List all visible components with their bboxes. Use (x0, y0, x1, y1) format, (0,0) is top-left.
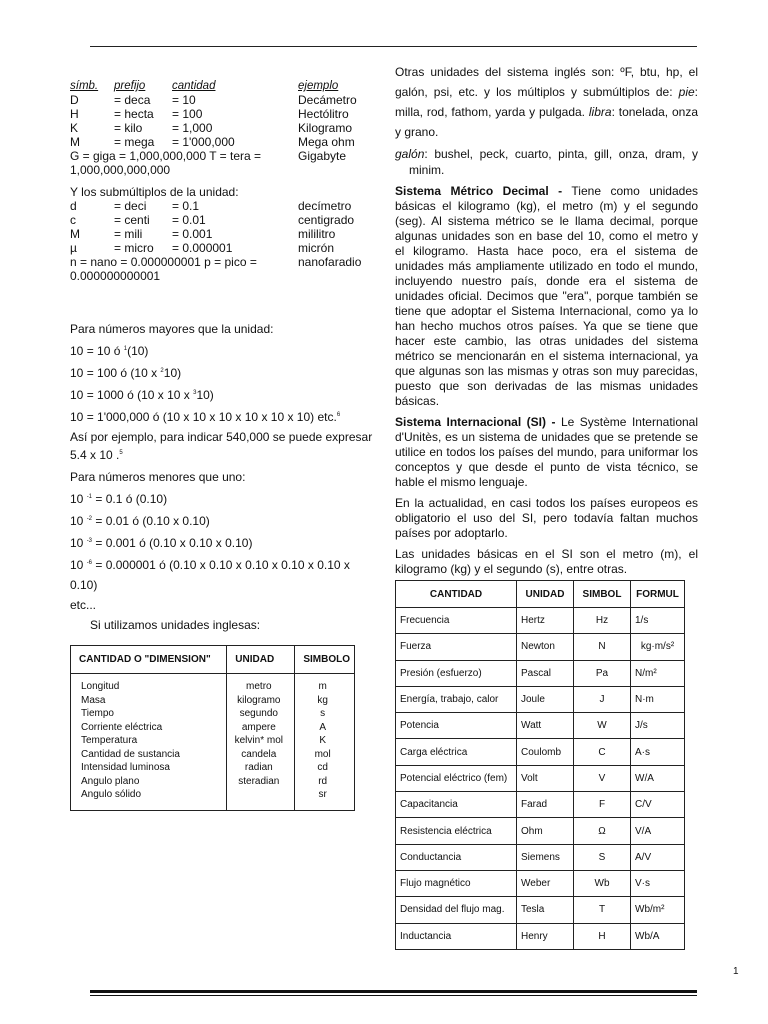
prefix-prefijo: = hecta (114, 107, 154, 121)
example-text: Así por ejemplo, para indicar 540,000 se puede expresar 5.4 x 10 .$^5$ (70, 430, 373, 462)
nano-line: n = nano = 0.000000001 p = pico = 0.000000000001 (70, 255, 257, 283)
si-cell-cantidad: Potencial eléctrico (fem) (396, 765, 517, 791)
submultiples-body (70, 199, 375, 255)
europe-paragraph: En la actualidad, en casi todos los países europeos es obligatorio el uso del SI, pero todavía faltan muchos países por adoptarlo. (395, 496, 698, 540)
si-cell-formula: kg·m/s² (631, 634, 685, 660)
dim-cantidad: Angulo sólido (81, 789, 142, 800)
dim-cantidad: Tiempo (81, 708, 114, 719)
si-cell-formula: A·s (631, 739, 685, 765)
prefix-prefijo: = centi (114, 213, 150, 227)
prefix-row (70, 107, 375, 121)
dim-header-unidad: UNIDAD (227, 646, 295, 674)
si-cell-simbolo: T (574, 897, 631, 923)
si-derived-table (395, 580, 685, 950)
left-column (70, 80, 375, 811)
si-cell-simbolo: S (574, 844, 631, 870)
prefix-simb: K (70, 121, 79, 135)
dim-column-unidad (227, 674, 295, 811)
dim-unidad: radian (244, 762, 273, 773)
table-row (396, 608, 685, 634)
prefix-simb: c (70, 213, 76, 227)
prefix-row (70, 121, 375, 135)
prefix-row (70, 199, 375, 213)
power-line: 10 = 1000 ó (10 x 10 x $^3$10) (70, 388, 214, 402)
si-cell-unidad: Siemens (517, 844, 574, 870)
si-cell-formula: W/A (631, 765, 685, 791)
si-cell-formula: A/V (631, 844, 685, 870)
prefix-prefijo: = micro (114, 241, 154, 255)
power-line: 10 $^{-1}$ = 0.1 ó (0.10) (70, 492, 168, 506)
si-cell-formula: 1/s (631, 608, 685, 634)
power-line: 10 $^{-6}$ = 0.000001 ó (0.10 x 0.10 x 0.10 x 0.10 x 0.10 x 0.10) (70, 558, 350, 592)
prefix-cantidad: = 0.001 (172, 227, 213, 241)
prefix-simb: M (70, 227, 80, 241)
si-cell-unidad: Weber (517, 870, 574, 896)
prefix-row (70, 135, 375, 149)
dim-cantidad: Temperatura (81, 735, 138, 746)
giga-row (70, 149, 375, 177)
dim-simbolo: sr (318, 789, 327, 800)
right-column (395, 62, 698, 950)
prefix-row (70, 227, 375, 241)
dim-unidad: kelvin* mol (234, 735, 283, 746)
prefix-ejemplo: decímetro (298, 199, 352, 213)
prefix-cantidad: = 1,000 (172, 121, 213, 135)
si-cell-unidad: Farad (517, 792, 574, 818)
si-cell-cantidad: Resistencia eléctrica (396, 818, 517, 844)
si-cell-formula: Wb/m² (631, 897, 685, 923)
dim-simbolo: cd (317, 762, 328, 773)
table-row (396, 923, 685, 949)
si-cell-cantidad: Potencia (396, 713, 517, 739)
si-cell-cantidad: Energía, trabajo, calor (396, 686, 517, 712)
table-row (396, 870, 685, 896)
table-row (396, 713, 685, 739)
si-cell-simbolo: J (574, 686, 631, 712)
dim-simbolo: s (320, 708, 326, 719)
prefix-table (70, 80, 375, 149)
si-cell-simbolo: H (574, 923, 631, 949)
dim-simbolo: rd (318, 775, 328, 787)
power-line: 10 = 10 ó $^1$(10) (70, 344, 149, 358)
dim-unidad (227, 788, 290, 802)
submultiples-title: Y los submúltiplos de la unidad: (70, 185, 239, 199)
bottom-rule-thin (90, 995, 697, 996)
prefix-ejemplo: Hectólitro (298, 107, 349, 121)
prefix-ejemplo: centigrado (298, 213, 355, 227)
si-cell-unidad: Coulomb (517, 739, 574, 765)
dim-unidad: kilogramo (237, 694, 281, 706)
prefix-simb: D (70, 93, 79, 107)
prefix-prefijo: = mili (114, 227, 143, 241)
prefix-prefijo: = deca (114, 93, 151, 107)
table-row (396, 818, 685, 844)
dim-simbolo: kg (317, 694, 328, 706)
dim-unidad: candela (241, 748, 277, 760)
table-row (396, 660, 685, 686)
header-cantidad: cantidad (172, 80, 216, 92)
table-row (396, 686, 685, 712)
dimension-table (70, 645, 355, 811)
si-header-unidad: UNIDAD (517, 581, 574, 608)
prefix-cantidad: = 0.1 (172, 199, 200, 213)
prefix-cantidad: = 100 (172, 107, 203, 121)
si-cell-unidad: Joule (517, 686, 574, 712)
dim-simbolo: K (319, 735, 326, 746)
top-rule (90, 46, 697, 47)
dim-simbolo: mol (314, 748, 331, 760)
si-cell-simbolo: C (574, 739, 631, 765)
nano-example: nanofaradio (298, 255, 362, 269)
submultiple-table (70, 199, 375, 255)
page-number: 1 (733, 966, 739, 977)
si-cell-formula: V/A (631, 818, 685, 844)
sistema-metrico-paragraph: Sistema Métrico Decimal - Tiene como unidades básicas el kilogramo (kg), el metro (m) y el segundo (seg). Al sistema métrico se le llama decimal, porque algunas unidades son en base del 10, como el metro y el kilogramo. Hasta hace poco, era el sistema de unidades más ampliamente utilizado en todo el mundo, incluyendo nuestro país, donde era el sistema de unidades oficial. Decimos que "era", porque también se tiene que adoptar el Sistema Internacional, como ya lo han hecho muchos otros países. Ya que se tiene que hacer este cambio, las otras unidades del sistema métrico se mencionarán en el sistema internacional, ya que algunas son las mismas y otras son muy parecidas, puesto que son derivadas de las mismas unidades básicas. (395, 184, 698, 408)
prefix-cantidad: = 10 (172, 93, 196, 107)
si-cell-cantidad: Frecuencia (396, 608, 517, 634)
si-cell-simbolo: Ω (574, 818, 631, 844)
si-cell-formula: C/V (631, 792, 685, 818)
si-table-body (396, 608, 685, 950)
basic-units-paragraph: Las unidades básicas en el SI son el metro (m), el kilogramo (kg) y el segundo (s), entre otras. (395, 547, 698, 576)
giga-line: G = giga = 1,000,000,000 T = tera = 1,000,000,000,000 (70, 149, 262, 177)
table-row (396, 765, 685, 791)
si-cell-unidad: Newton (517, 634, 574, 660)
si-cell-formula: Wb/A (631, 923, 685, 949)
prefix-cantidad: = 0.000001 (172, 241, 233, 255)
power-line: 10 = 1'000,000 ó (10 x 10 x 10 x 10 x 10 x 10) etc.$^6$ (70, 410, 341, 424)
prefix-simb: H (70, 107, 79, 121)
si-cell-formula: N·m (631, 686, 685, 712)
si-cell-simbolo: Wb (574, 870, 631, 896)
si-cell-unidad: Henry (517, 923, 574, 949)
prefix-simb: d (70, 199, 77, 213)
si-cell-cantidad: Carga eléctrica (396, 739, 517, 765)
si-cell-simbolo: Pa (574, 660, 631, 686)
etc-text: etc... (70, 598, 97, 612)
table-row (396, 634, 685, 660)
si-cell-formula: N/m² (631, 660, 685, 686)
si-cell-unidad: Pascal (517, 660, 574, 686)
dim-cantidad: Corriente eléctrica (81, 721, 163, 733)
si-cell-unidad: Ohm (517, 818, 574, 844)
si-cell-cantidad: Densidad del flujo mag. (396, 897, 517, 923)
si-cell-cantidad: Flujo magnético (396, 870, 517, 896)
dim-cantidad: Masa (81, 694, 106, 706)
si-cell-cantidad: Capacitancia (396, 792, 517, 818)
si-cell-unidad: Tesla (517, 897, 574, 923)
table-row (396, 739, 685, 765)
dim-unidad: steradian (238, 775, 280, 787)
prefix-prefijo: = kilo (114, 121, 143, 135)
prefix-ejemplo: Decámetro (298, 93, 357, 107)
prefix-prefijo: = mega (114, 135, 155, 149)
dim-cantidad: Cantidad de sustancia (81, 748, 180, 760)
galon-paragraph: galón: bushel, peck, cuarto, pinta, gill, onza, dram, y minim. (395, 147, 698, 177)
table-row (396, 792, 685, 818)
prefix-row (70, 241, 375, 255)
sistema-internacional-paragraph: Sistema Internacional (SI) - Le Système International d'Unitès, es un sistema de unidades que se pretende se utilice en todos los países del mundo, para uniformar los conceptos y que desde el punto de vista técnico, se hable el mismo lenguaje. (395, 415, 699, 489)
si-cell-unidad: Volt (517, 765, 574, 791)
dim-simbolo: m (318, 681, 327, 692)
dim-cantidad: Longitud (81, 681, 120, 692)
giga-example: Gigabyte (298, 149, 347, 163)
dim-column-simbolo (295, 674, 355, 811)
header-prefijo: prefijo (114, 80, 146, 92)
dim-cantidad: Angulo plano (81, 775, 140, 787)
si-cell-cantidad: Presión (esfuerzo) (396, 660, 517, 686)
dim-column-cantidad (71, 674, 227, 811)
dim-header-cantidad: CANTIDAD O "DIMENSION" (71, 646, 227, 674)
prefix-ejemplo: Kilogramo (298, 121, 353, 135)
prefix-ejemplo: Mega ohm (298, 135, 355, 149)
intro-small: Para números menores que uno: (70, 470, 246, 484)
si-cell-simbolo: W (574, 713, 631, 739)
prefix-row (70, 213, 375, 227)
prefix-simb: M (70, 135, 80, 149)
prefix-ejemplo: micrón (298, 241, 335, 255)
si-header-simbolo: SIMBOL (574, 581, 631, 608)
prefix-simb: µ (70, 241, 77, 255)
large-powers-list (70, 339, 375, 427)
si-cell-cantidad: Fuerza (396, 634, 517, 660)
dim-unidad: ampere (241, 721, 276, 733)
dim-header-simbolo: SIMBOLO (295, 646, 355, 674)
power-line: 10 = 100 ó (10 x $^2$10) (70, 366, 182, 380)
small-powers-list (70, 487, 375, 595)
bottom-rule (90, 990, 697, 993)
otras-unidades-paragraph: Otras unidades del sistema inglés son: ºF, btu, hp, el galón, psi, etc. y los múltiplos y submúltiplos de: pie: milla, rod, fathom, yarda y pulgada. libra: tonelada, onza y grano. (395, 65, 698, 139)
header-ejemplo: ejemplo (298, 80, 339, 92)
si-header-formula: FORMUL (631, 581, 685, 608)
power-line: 10 $^{-3}$ = 0.001 ó (0.10 x 0.10 x 0.10) (70, 536, 253, 550)
prefix-cantidad: = 1'000,000 (172, 135, 235, 149)
dim-unidad: metro (246, 681, 272, 692)
si-cell-formula: J/s (631, 713, 685, 739)
si-cell-unidad: Watt (517, 713, 574, 739)
dim-unidad: segundo (239, 708, 278, 719)
header-simb: símb. (70, 80, 99, 92)
table-row (396, 897, 685, 923)
table-row (396, 844, 685, 870)
si-cell-cantidad: Conductancia (396, 844, 517, 870)
si-cell-cantidad: Inductancia (396, 923, 517, 949)
si-header-cantidad: CANTIDAD (396, 581, 517, 608)
prefix-cantidad: = 0.01 (172, 213, 206, 227)
si-cell-simbolo: F (574, 792, 631, 818)
nano-row (70, 255, 375, 283)
dim-simbolo: A (319, 721, 326, 733)
si-cell-formula: V·s (631, 870, 685, 896)
dim-cantidad: Intensidad luminosa (81, 762, 170, 773)
si-cell-simbolo: N (574, 634, 631, 660)
si-cell-simbolo: V (574, 765, 631, 791)
prefix-ejemplo: mililitro (298, 227, 336, 241)
si-cell-unidad: Hertz (517, 608, 574, 634)
prefix-prefijo: = deci (114, 199, 147, 213)
english-intro: Si utilizamos unidades inglesas: (90, 618, 261, 632)
multiples-body (70, 93, 375, 149)
power-line: 10 $^{-2}$ = 0.01 ó (0.10 x 0.10) (70, 514, 210, 528)
intro-large: Para números mayores que la unidad: (70, 322, 274, 336)
prefix-row (70, 93, 375, 107)
si-cell-simbolo: Hz (574, 608, 631, 634)
